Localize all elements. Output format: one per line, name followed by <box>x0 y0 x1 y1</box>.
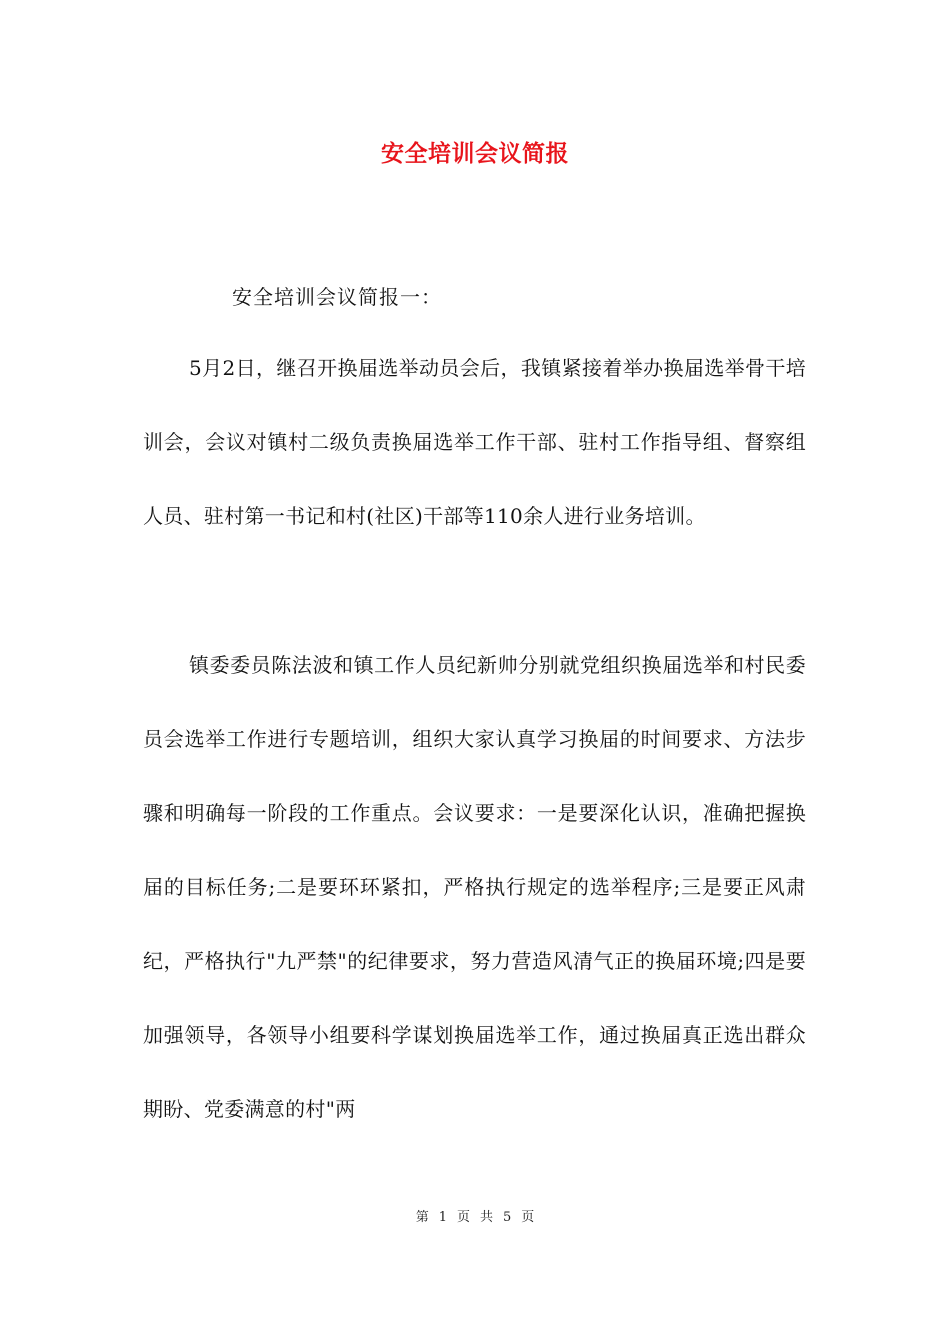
section-subheading: 安全培训会议简报一： <box>232 285 442 309</box>
footer-total-pages: 5 <box>503 1210 512 1225</box>
footer-total-prefix: 共 <box>480 1210 494 1225</box>
body-paragraph-2: 镇委委员陈法波和镇工作人员纪新帅分别就党组织换届选举和村民委员会选举工作进行专题培训，组织大家认真学习换届的时间要求、方法步骤和明确每一阶段的工作重点。会议要求：一是要深化认识，准确把握换届的目标任务;二是要环环紧扣，严格执行规定的选举程序;三是要正风肃纪，严格执行"九严禁"的纪律要求，努力营造风清气正的换届环境;四是要加强领导，各领导小组要科学谋划换届选举工作，通过换届真正选出群众期盼、党委满意的村"两 <box>143 653 806 1121</box>
document-title: 安全培训会议简报 <box>381 140 569 167</box>
footer-total-unit: 页 <box>521 1210 535 1225</box>
page-footer <box>0 1208 950 1228</box>
footer-current-page: 1 <box>438 1210 447 1225</box>
footer-page-unit: 页 <box>456 1210 470 1225</box>
body-paragraph-1: 5月2日，继召开换届选举动员会后，我镇紧接着举办换届选举骨干培训会，会议对镇村二级负责换届选举工作干部、驻村工作指导组、督察组人员、驻村第一书记和村(社区)干部等110余人进行业务培训。 <box>143 356 806 528</box>
footer-prefix: 第 <box>415 1210 429 1225</box>
